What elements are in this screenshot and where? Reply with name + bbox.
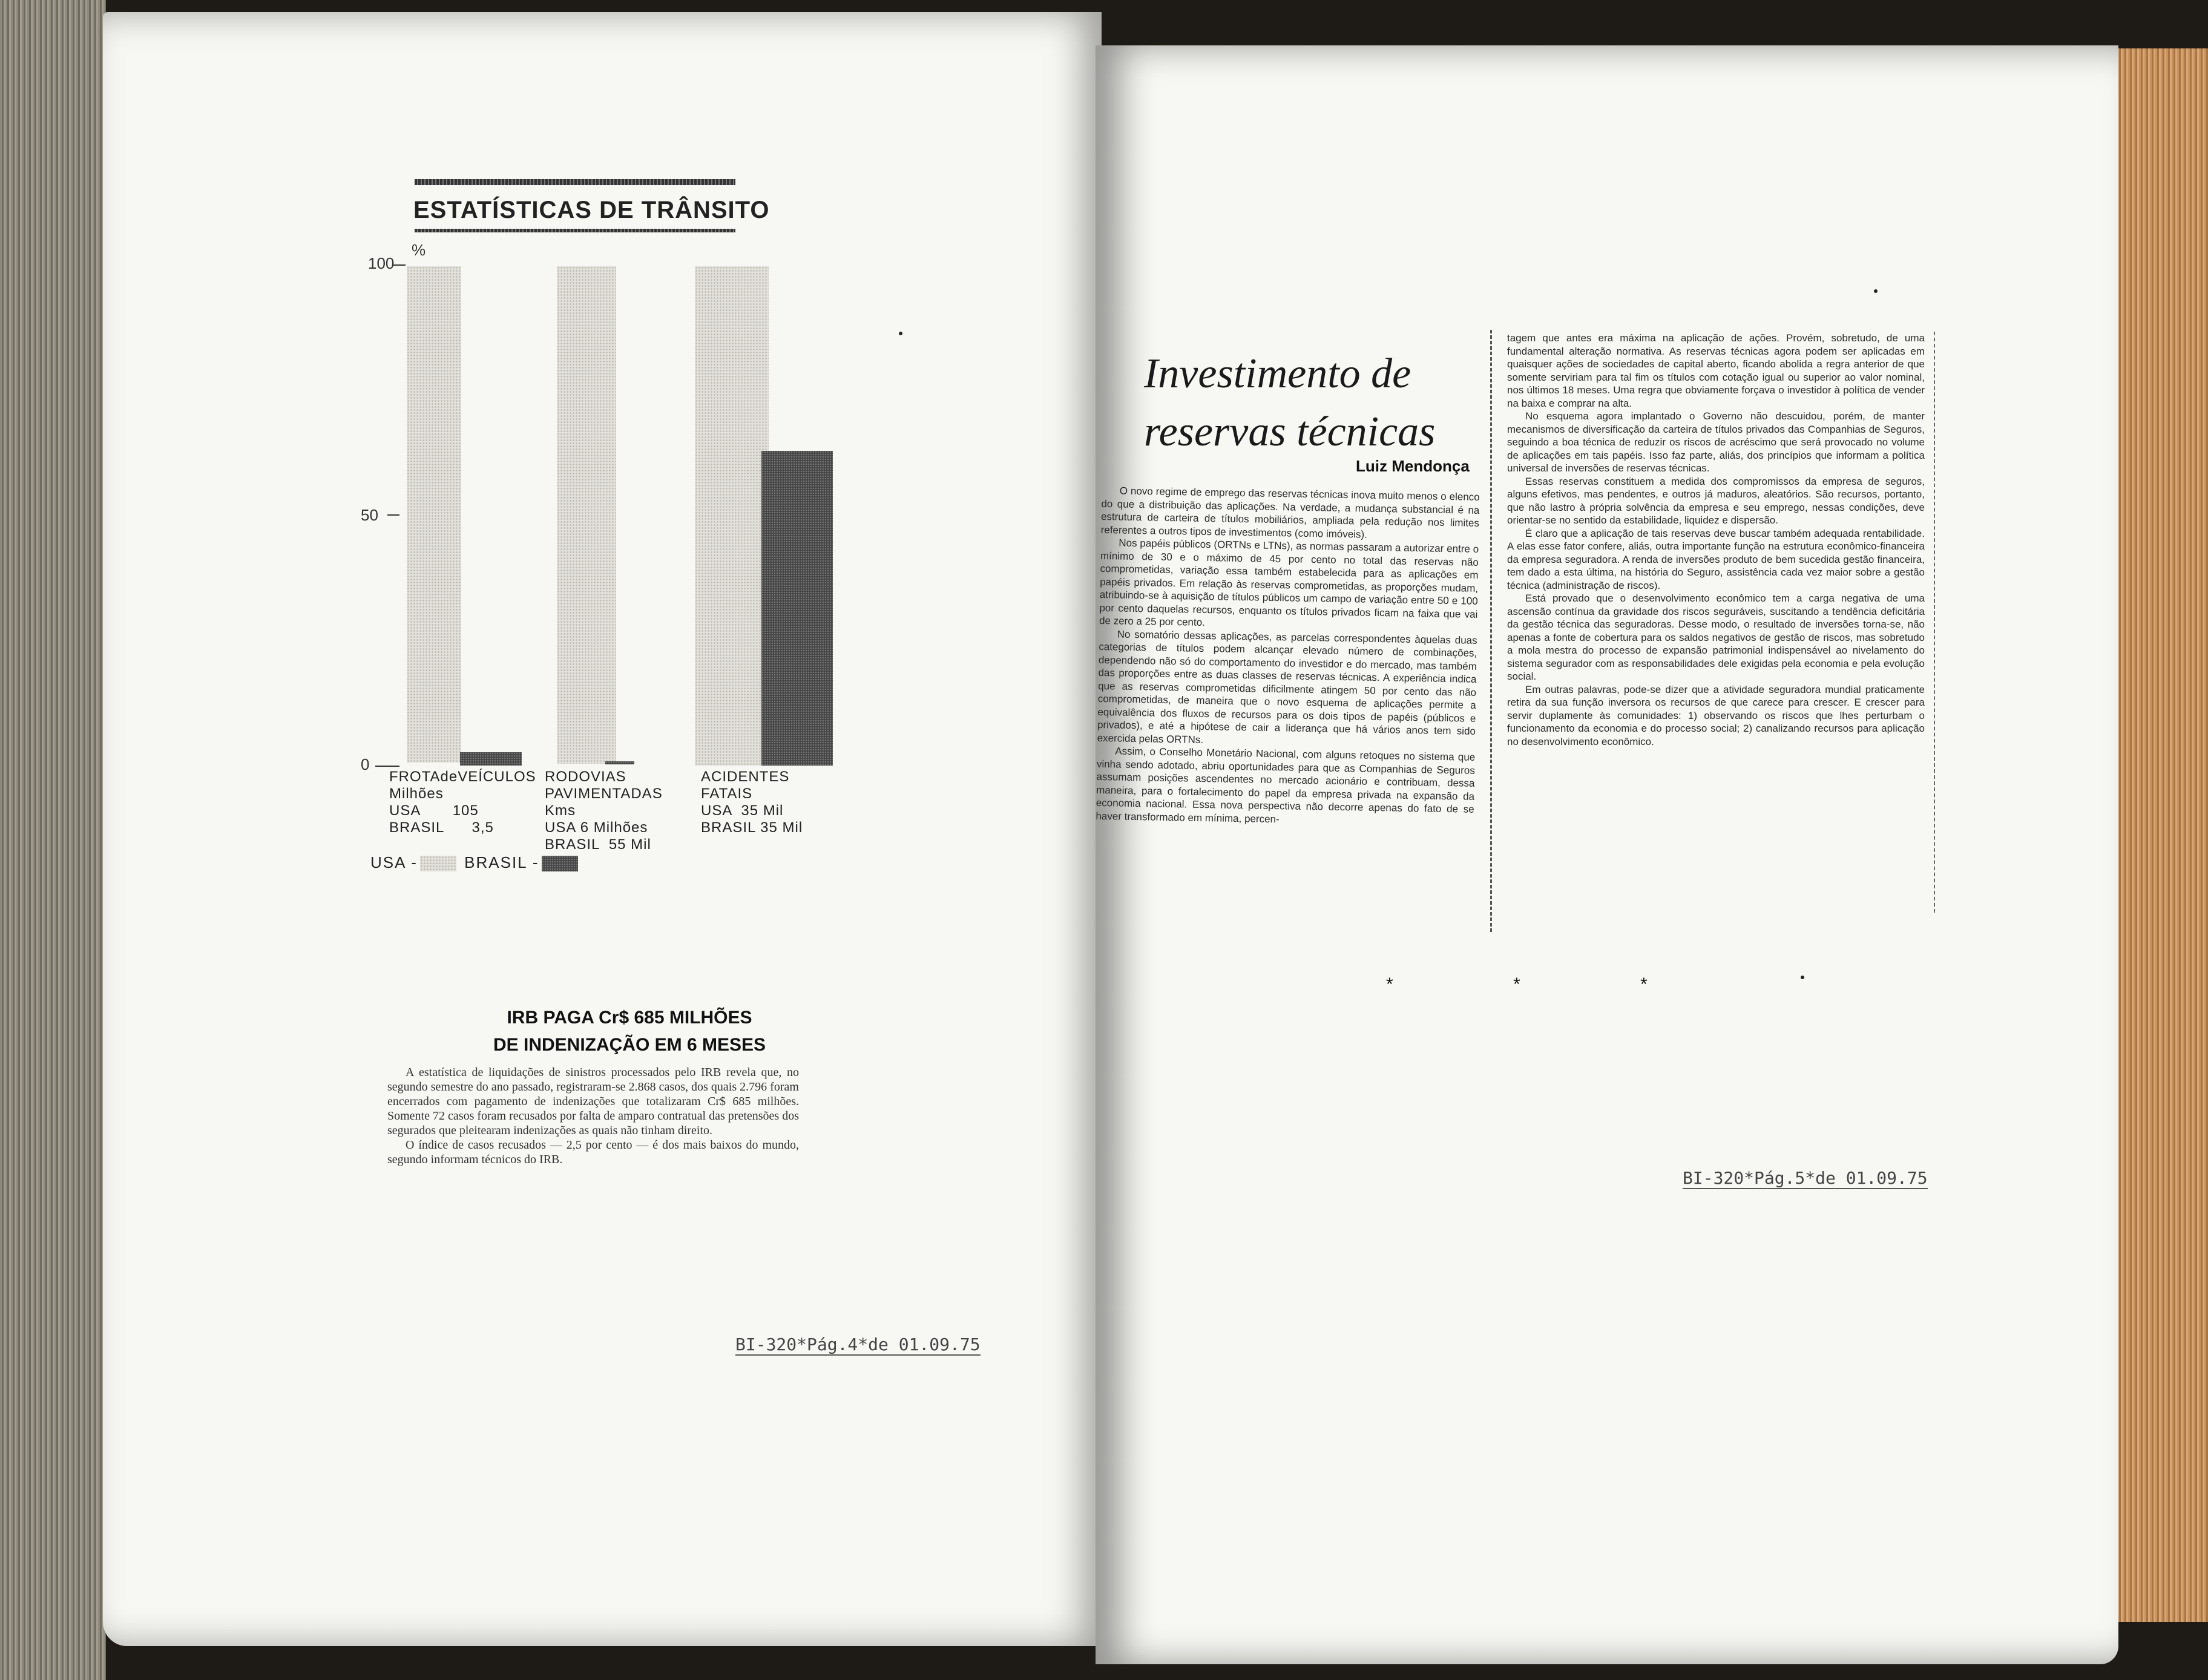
category-frota-line-4: BRASIL 3,5 — [389, 819, 494, 836]
bar-acidentes-brasil — [761, 451, 833, 766]
category-acidentes-line-2: FATAIS — [701, 786, 753, 802]
legend-usa-label: USA - — [370, 853, 418, 871]
category-rodovias — [545, 769, 663, 853]
article-title-line-1: Investimento de — [1144, 350, 1411, 397]
y-tick-mark-50 — [387, 514, 399, 516]
bar-acidentes-usa — [695, 266, 769, 766]
category-acidentes-line-1: ACIDENTES — [701, 769, 790, 785]
category-rodovias-line-3: Kms — [545, 802, 576, 819]
article-right-paragraph-2: No esquema agora implantado o Governo não descuidou, porém, de manter mecanismos de diversificação da carteira de títulos privados das Companhias de Seguros, seguindo a boa técnica de reduzir os riscos de acréscimo que será provocado no volume de aplicações em tais papéis. Isso faz parte, aliás, dos princípios que informam a política universal de inversões de reservas técnicas. — [1507, 410, 1925, 474]
category-frota — [389, 769, 536, 836]
column-right-border — [1934, 332, 1935, 913]
article-column-right — [1507, 332, 1925, 914]
legend-brasil-label: BRASIL - — [464, 853, 539, 871]
bar-rodovias-brasil — [605, 761, 634, 764]
article-left-paragraph-1: O novo regime de emprego das reservas técnicas inova muito menos o elenco do que a distribuição das aplicações. Na verdade, a mudança substancial é na estrutura de carteira de títulos mobiliários, ampliada pela redução nos limites referentes a outros tipos de investimentos (como imóveis). — [1100, 485, 1480, 540]
bar-rodovias-usa — [557, 266, 616, 764]
article-right-paragraph-6: Em outras palavras, pode-se dizer que a atividade seguradora mundial praticamente retira da sua função inversora os recursos de que carece para crescer. E crescer para servir duplamente às comunidades: 1) observando os riscos que lhes perturbam o funcionamento da economia e do processo social; 2) canalizando recursos para aplicação no desenvolvimento econômico. — [1507, 683, 1925, 747]
irb-headline-1: IRB PAGA Cr$ 685 MILHÕES — [507, 1008, 752, 1028]
article-column-left — [1094, 484, 1480, 939]
category-frota-line-1: FROTAdeVEÍCULOS — [389, 769, 536, 785]
category-acidentes — [701, 769, 803, 836]
bar-frota-usa — [407, 266, 461, 763]
article-left-paragraph-2: Nos papéis públicos (ORTNs e LTNs), as normas passaram a autorizar entre o mínimo de 30 e o máximo de 45 por cento no total das reservas não comprometidas, variação essa também estabelecida para as aplicações em papéis privados. Em relação às reservas comprometidas, as proporções mudam, atribuindo-se à aquisição de títulos públicos um campo de variação entre 50 e 100 por cento daquelas recursos, enquanto os títulos privados ficam na faixa que vai de zero a 25 por cento. — [1099, 537, 1479, 629]
y-tick-mark-100 — [393, 264, 406, 266]
article-right-paragraph-5: Está provado que o desenvolvimento econômico tem a carga negativa de uma ascensão contínua da gravidade dos riscos seguráveis, suscitando a tendência deficitária da gestão técnica das seguradoras. Desse modo, o resultado de inversões torna-se, não apenas a fonte de cobertura para os saldos negativos de gestão de riscos, mas sobretudo a mola mestra do processo de expansão patrimonial indispensável ao nivelamento do sistema segurador com as responsabilidades dele exigidas pela economia e pela evolução social. — [1507, 592, 1925, 682]
book-edge-right — [2117, 48, 2208, 1622]
category-acidentes-line-4: BRASIL 35 Mil — [701, 819, 803, 836]
irb-paragraph-2: O índice de casos recusados — 2,5 por cento — é dos mais baixos do mundo, segundo informam técnicos do IRB. — [387, 1138, 799, 1166]
column-divider — [1490, 330, 1492, 932]
category-acidentes-line-3: USA 35 Mil — [701, 802, 784, 819]
category-rodovias-line-4: USA 6 Milhões — [545, 819, 648, 836]
section-separator-stars: * * * — [1386, 974, 1705, 994]
left-page-footer: BI-320*Pág.4*de 01.09.75 — [735, 1334, 981, 1354]
article-title — [1144, 345, 1435, 461]
right-page-footer: BI-320*Pág.5*de 01.09.75 — [1683, 1168, 1928, 1188]
article-right-paragraph-3: Essas reservas constituem a medida dos compromissos da empresa de seguros, alguns efetivos, mas pendentes, e outros já maduros, aleatórios. São recursos, portanto, que não lastro à própria solvência da empresa e seu emprego, nessas condições, deve orientar-se no sentido da estabilidade, liquidez e dispersão. — [1507, 475, 1925, 526]
irb-headline-2: DE INDENIZAÇÃO EM 6 MESES — [493, 1035, 766, 1055]
y-tick-50: 50 — [361, 506, 378, 524]
chart-legend — [370, 853, 580, 872]
article-author: Luiz Mendonça — [1356, 457, 1470, 475]
legend-brasil-swatch — [542, 856, 578, 871]
category-frota-line-3: USA 105 — [389, 802, 479, 819]
chart-title-rule-top — [415, 179, 735, 185]
y-tick-0: 0 — [361, 755, 370, 773]
y-tick-100: 100 — [368, 254, 395, 272]
y-unit-label: % — [412, 241, 426, 259]
irb-article-body — [387, 1065, 799, 1167]
bar-frota-brasil — [460, 752, 522, 766]
speck — [1874, 289, 1878, 293]
speck — [899, 332, 902, 335]
speck — [1801, 976, 1804, 979]
y-tick-mark-0 — [375, 766, 399, 767]
article-right-paragraph-4: É claro que a aplicação de tais reservas deve buscar também adequada rentabilidade. A elas esse fator confere, aliás, outra importante função na estrutura econômico-financeira da empresa seguradora. A renda de inversões produto de bem sucedida gestão financeira, tem dado a esta última, na história do Seguro, assistência cada vez maior sobre a gestão técnica (administração de riscos). — [1507, 527, 1925, 591]
category-rodovias-line-5: BRASIL 55 Mil — [545, 836, 651, 853]
article-title-line-2: reservas técnicas — [1144, 409, 1436, 455]
article-left-paragraph-4: Assim, o Conselho Monetário Nacional, com alguns retoques no sistema que vinha sendo adotado, abriu oportunidades para que as Companhias de Seguros assumam posições ascendentes no mercado acionário e contribuam, dessa maneira, para o fortalecimento do papel da empresa privada na expansão da economia nacional. Essa nova perspectiva não decorre apenas do fato de se haver transformado em mínima, percen- — [1096, 745, 1476, 825]
chart-title: ESTATÍSTICAS DE TRÂNSITO — [413, 197, 770, 223]
chart-title-rule-bottom — [415, 229, 735, 232]
article-right-paragraph-1: tagem que antes era máxima na aplicação de ações. Provém, sobretudo, de uma fundamental alteração normativa. As reservas técnicas agora podem ser aplicadas em quaisquer ações de sociedades de capital aberto, ficando abolida a regra anterior de que somente serviriam para tal fim os títulos com cotação igual ou superior ao valor nominal, nos últimos 18 meses. Uma regra que obviamente forçava o investidor à política de vender na baixa e comprar na alta. — [1507, 332, 1925, 409]
irb-paragraph-1: A estatística de liquidações de sinistros processados pelo IRB revela que, no segundo semestre do ano passado, registraram-se 2.868 casos, dos quais 2.796 foram encerrados com pagamento de indenizações que totalizaram Cr$ 685 milhões. Somente 72 casos foram recusados por falta de amparo contratual das pretensões dos segurados que pleitearam indenizações as quais não tinham direito. — [387, 1066, 799, 1137]
legend-usa-swatch — [420, 856, 456, 871]
book-edge-left — [0, 0, 106, 1680]
article-left-paragraph-3: No somatório dessas aplicações, as parcelas correspondentes àquelas duas categorias de títulos podem alcançar elevado número de combinações, dependendo não só do comportamento do investidor e do mercado, mas também das proporções entre as duas classes de reservas técnicas. A experiência indica que as reservas comprometidas dificilmente atingem 50 por cento das não comprometidas, de maneira que o novo esquema de aplicações permite a equivalência dos fluxos de recursos para os dois tipos de papéis (públicos e privados), e até a hipótese de cair a liderança que há vários anos tem sido exercida pelas ORTNs. — [1097, 628, 1477, 746]
category-frota-line-2: Milhões — [389, 786, 444, 802]
category-rodovias-line-1: RODOVIAS — [545, 769, 626, 785]
category-rodovias-line-2: PAVIMENTADAS — [545, 786, 663, 802]
